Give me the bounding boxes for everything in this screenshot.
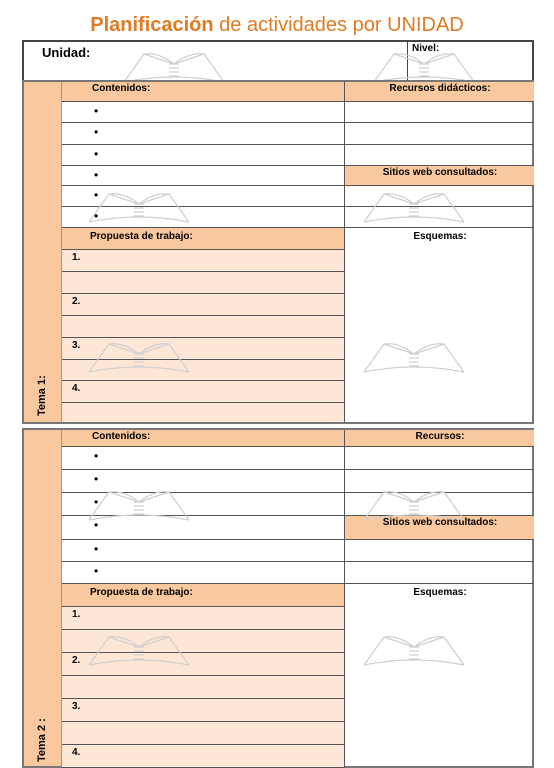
contenido-row[interactable]: • [62, 123, 344, 145]
contenido-row[interactable]: • [62, 540, 344, 562]
propuesta-row[interactable]: 3. [62, 338, 344, 360]
propuesta-row[interactable]: 2. [62, 294, 344, 316]
nivel-label: Nivel: [412, 43, 440, 54]
propuesta-row[interactable]: 1. [62, 607, 344, 630]
contenido-row[interactable]: • [62, 516, 344, 540]
esquemas-area[interactable]: Esquemas: [344, 584, 534, 768]
contenido-row[interactable]: • [62, 493, 344, 516]
propuesta-header: Propuesta de trabajo: [62, 228, 344, 250]
propuesta-row[interactable] [62, 272, 344, 294]
contenido-row[interactable]: • [62, 166, 344, 186]
recurso-row[interactable] [344, 145, 534, 166]
open-book-icon [359, 332, 469, 382]
recurso-row[interactable] [344, 102, 534, 123]
contenido-row[interactable]: • [62, 447, 344, 470]
unit-header [22, 40, 534, 82]
propuesta-row[interactable] [62, 403, 344, 422]
propuesta-row[interactable]: 3. [62, 699, 344, 722]
sitio-row[interactable] [344, 540, 534, 562]
tema-label: Tema 1: [36, 375, 48, 416]
open-book-icon [84, 480, 194, 530]
recurso-row[interactable] [344, 447, 534, 470]
propuesta-row[interactable]: 4. [62, 745, 344, 768]
contenido-row[interactable]: • [62, 102, 344, 123]
contenidos-header: Contenidos: [62, 430, 344, 447]
esquemas-area[interactable]: Esquemas: [344, 228, 534, 422]
propuesta-row[interactable]: 4. [62, 381, 344, 403]
sitio-row[interactable] [344, 562, 534, 584]
propuesta-row[interactable] [62, 722, 344, 745]
open-book-icon [359, 625, 469, 675]
propuesta-row[interactable] [62, 676, 344, 699]
open-book-icon [359, 182, 469, 232]
page-title: Planificación de actividades por UNIDAD [90, 14, 464, 36]
tema-column [24, 82, 62, 422]
contenido-row[interactable]: • [62, 145, 344, 166]
propuesta-row[interactable]: 1. [62, 250, 344, 272]
open-book-icon [84, 182, 194, 232]
contenido-row[interactable]: • [62, 562, 344, 584]
tema-2-section [22, 428, 534, 768]
tema-label: Tema 2 : [36, 718, 48, 762]
open-book-icon [359, 480, 469, 530]
recursos-header: Recursos: [344, 430, 534, 447]
unidad-label: Unidad: [42, 45, 91, 60]
tema-1-section [22, 80, 534, 424]
contenido-row[interactable]: • [62, 470, 344, 493]
contenido-row[interactable]: • [62, 207, 344, 228]
tema-column [24, 430, 62, 766]
recurso-row[interactable] [344, 123, 534, 145]
recursos-header: Recursos didácticos: [344, 82, 534, 102]
open-book-icon [84, 332, 194, 382]
sitios-header: Sitios web consultados: [344, 166, 534, 186]
propuesta-row[interactable]: 2. [62, 653, 344, 676]
open-book-icon [84, 625, 194, 675]
sitios-header: Sitios web consultados: [344, 516, 534, 540]
contenidos-header: Contenidos: [62, 82, 344, 102]
propuesta-header: Propuesta de trabajo: [62, 584, 344, 607]
contenido-row[interactable]: • [62, 186, 344, 207]
